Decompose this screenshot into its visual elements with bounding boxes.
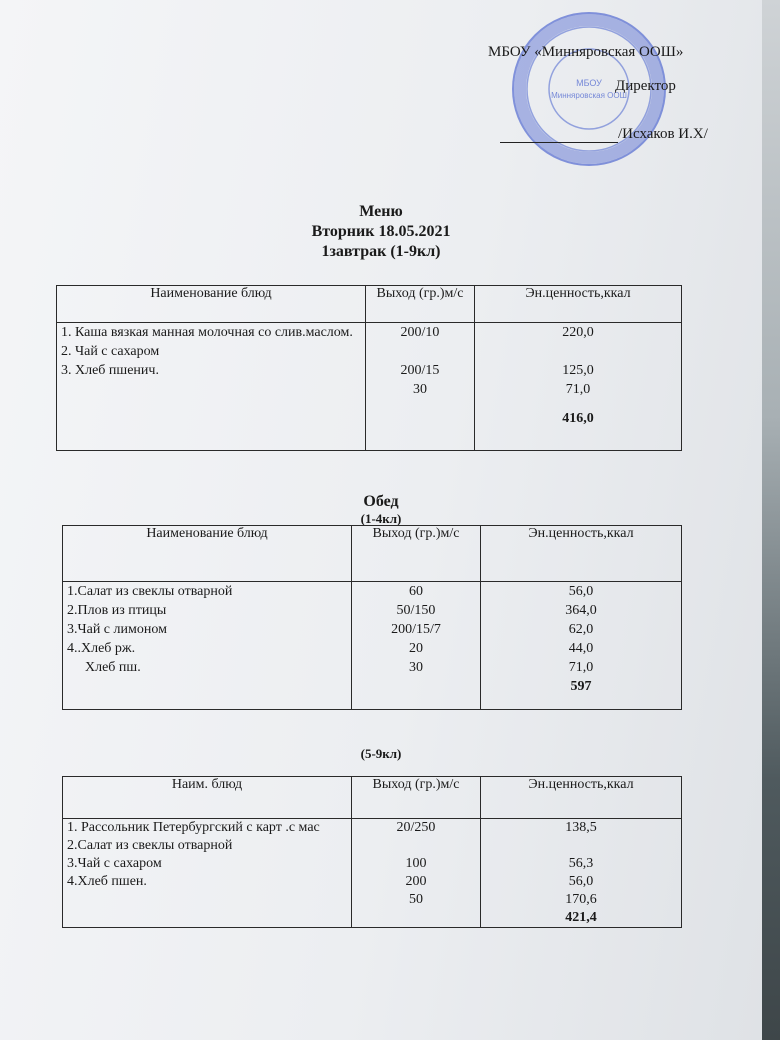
col-header-name: Наименование блюд	[57, 286, 366, 323]
output-value: 30	[413, 382, 427, 397]
title-meal: 1завтрак (1-9кл)	[321, 243, 441, 260]
list-item: 2.Салат из свеклы отварной	[67, 838, 233, 853]
col-header-output: Выход (гр.)м/с	[352, 526, 481, 582]
kcal-value: 71,0	[568, 660, 594, 675]
title-menu: Меню	[359, 203, 403, 220]
output-value: 100	[405, 856, 427, 871]
col-header-kcal: Эн.ценность,ккал	[481, 526, 682, 582]
output-value: 200/10	[400, 325, 440, 340]
kcal-total: 421,4	[565, 910, 597, 925]
director-title: Директор	[615, 78, 676, 94]
svg-text:МБОУ: МБОУ	[576, 78, 602, 88]
kcal-total: 416,0	[562, 411, 594, 426]
signature-line	[500, 126, 708, 143]
lunch-names-cell	[63, 582, 352, 710]
output-value: 30	[409, 660, 423, 675]
menu-title	[0, 202, 762, 262]
col-header-output: Выход (гр.)м/с	[366, 286, 475, 323]
lunch-grades: (1-4кл)	[360, 511, 402, 526]
col-header-output: Выход (гр.)м/с	[352, 777, 481, 819]
kcal-value: 220,0	[562, 325, 594, 340]
svg-text:Минняровская ООШ: Минняровская ООШ	[551, 91, 627, 100]
col-header-name: Наименование блюд	[63, 526, 352, 582]
lunch-table-5-9	[62, 776, 682, 928]
kcal-value: 138,5	[565, 820, 597, 835]
output-value: 60	[409, 584, 423, 599]
kcal-value: 56,0	[568, 584, 594, 599]
output-value: 200/15	[400, 363, 440, 378]
signature-rule	[500, 128, 618, 143]
output-value: 200/15/7	[391, 622, 441, 637]
kcal-total: 597	[570, 679, 592, 694]
kcal-value: 56,3	[568, 856, 594, 871]
list-item: 4.Хлеб пшен.	[67, 874, 147, 889]
col-header-kcal: Эн.ценность,ккал	[481, 777, 682, 819]
output-value: 200	[405, 874, 427, 889]
kcal-value: 125,0	[562, 363, 594, 378]
list-item: Хлеб пш.	[85, 660, 141, 675]
title-date: Вторник 18.05.2021	[311, 223, 451, 240]
kcal-value: 364,0	[565, 603, 597, 618]
director-name: /Исхаков И.Х/	[618, 126, 708, 142]
kcal-value: 71,0	[565, 382, 591, 397]
list-item: 2. Чай с сахаром	[61, 344, 160, 359]
output-value: 50/150	[396, 603, 436, 618]
list-item: 3.Чай с лимоном	[67, 622, 167, 637]
col-header-name: Наим. блюд	[63, 777, 352, 819]
breakfast-kcal-cell	[475, 323, 682, 451]
output-value: 20/250	[396, 820, 436, 835]
list-item: 1.Салат из свеклы отварной	[67, 584, 233, 599]
kcal-value: 44,0	[568, 641, 594, 656]
breakfast-output-cell	[366, 323, 475, 451]
breakfast-names-cell	[57, 323, 366, 451]
lunch-title	[0, 492, 762, 526]
list-item: 2.Плов из птицы	[67, 603, 167, 618]
lunch2-kcal-cell	[481, 819, 682, 928]
list-item: 3. Хлеб пшенич.	[61, 363, 159, 378]
breakfast-table	[56, 285, 682, 451]
background-edge	[762, 0, 780, 1040]
lunch-heading: Обед	[363, 493, 399, 510]
lunch-output-cell	[352, 582, 481, 710]
col-header-kcal: Эн.ценность,ккал	[475, 286, 682, 323]
lunch2-title	[0, 744, 762, 764]
lunch-kcal-cell	[481, 582, 682, 710]
kcal-value: 170,6	[565, 892, 597, 907]
lunch2-output-cell	[352, 819, 481, 928]
list-item: 1. Каша вязкая манная молочная со слив.маслом.	[61, 325, 353, 340]
lunch2-grades: (5-9кл)	[360, 746, 402, 761]
kcal-value: 56,0	[568, 874, 594, 889]
list-item: 1. Рассольник Петербургский с карт .с мас	[67, 820, 320, 835]
list-item: 4..Хлеб рж.	[67, 641, 136, 656]
output-value: 20	[409, 641, 423, 656]
output-value: 50	[409, 892, 423, 907]
lunch-table-1-4	[62, 525, 682, 710]
lunch2-names-cell	[63, 819, 352, 928]
kcal-value: 62,0	[568, 622, 594, 637]
school-name: МБОУ «Минняровская ООШ»	[488, 44, 684, 60]
list-item: 3.Чай с сахаром	[67, 856, 162, 871]
